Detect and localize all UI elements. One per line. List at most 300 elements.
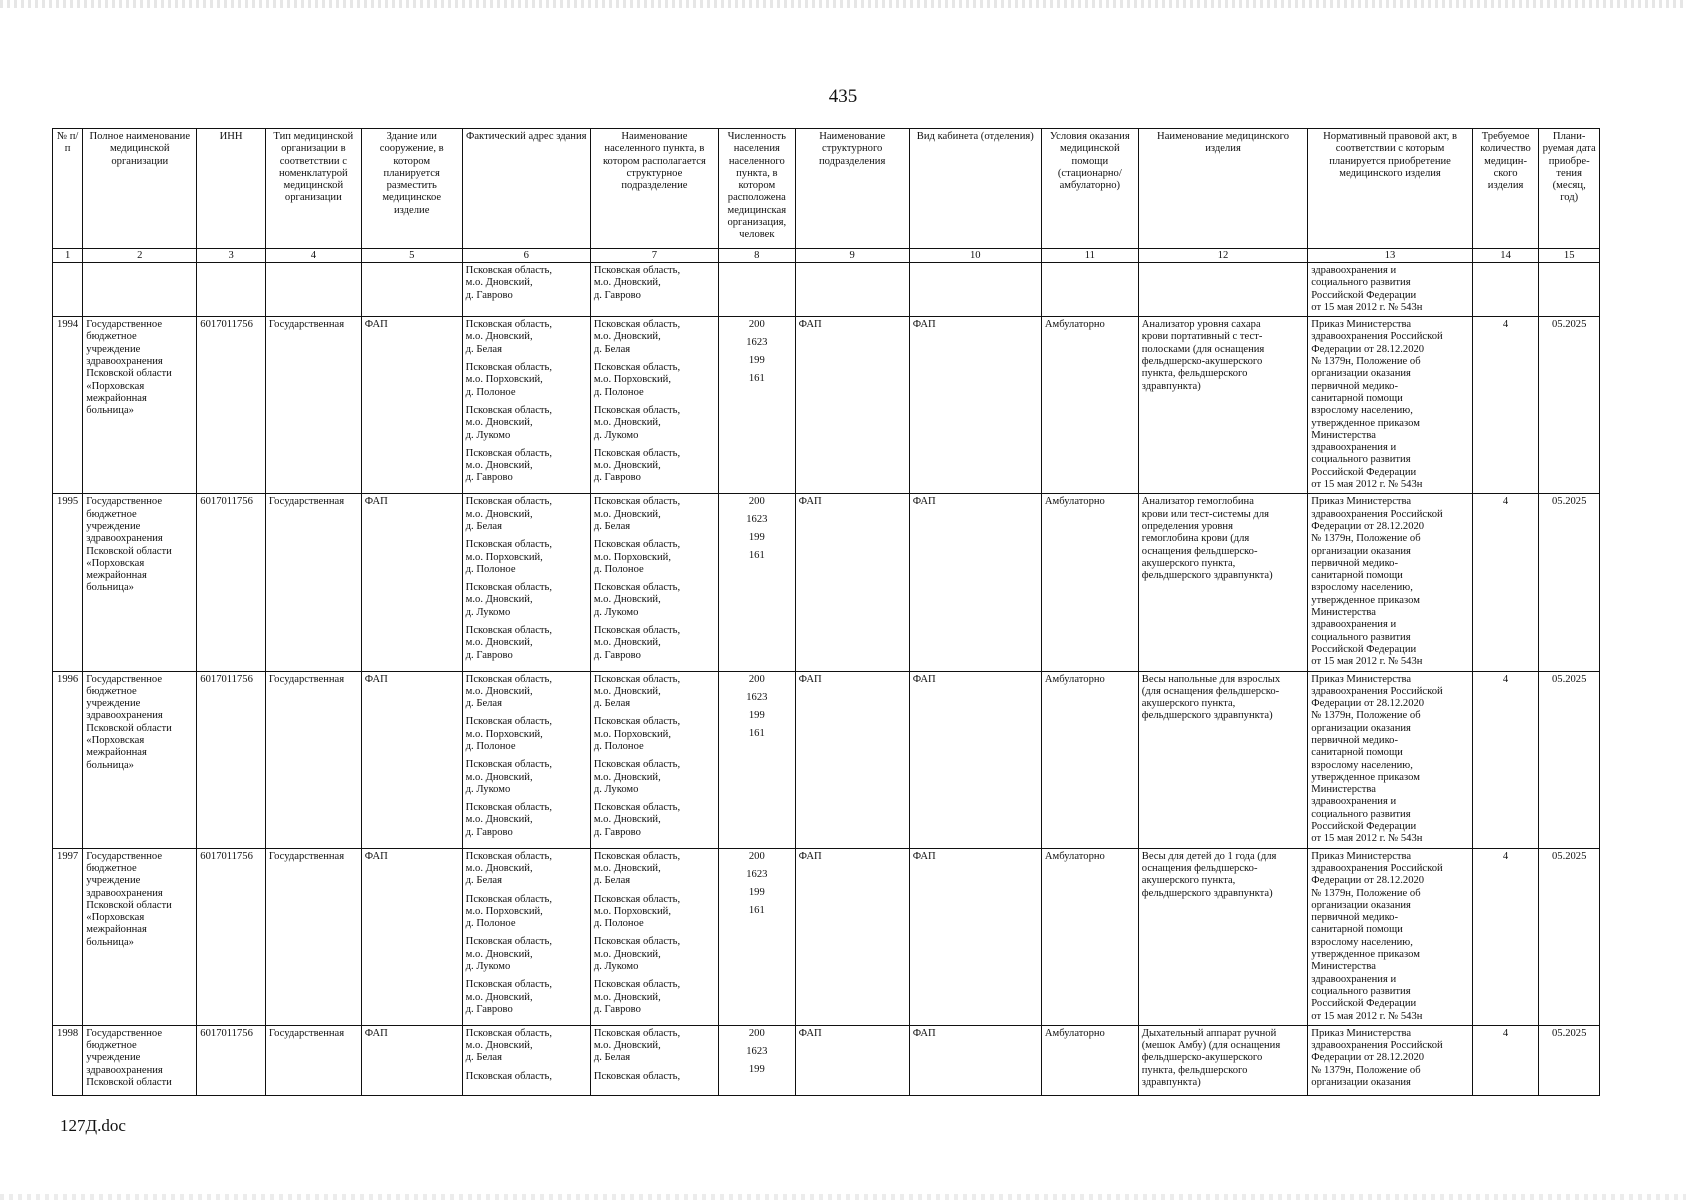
text-line: д. Белая	[593, 875, 631, 887]
text-line: здравоохранения	[86, 887, 163, 899]
cell-org-type: Государственная	[265, 671, 361, 848]
text-line: здравоохранения	[86, 1064, 163, 1076]
column-number-row	[53, 249, 1600, 263]
cell-empty	[795, 263, 909, 317]
table-row	[53, 494, 1600, 671]
text-line: д. Белая	[465, 520, 503, 532]
cell-empty	[909, 263, 1041, 317]
cell-date: 05.2025	[1539, 671, 1600, 848]
text-line: учреждение	[86, 343, 141, 355]
text-line: Псковская область,	[593, 673, 681, 685]
text-line: утвержденное приказом	[1311, 771, 1420, 783]
cell-settlement	[590, 848, 718, 1025]
text-line: д. Белая	[593, 698, 631, 710]
population-value: 200	[748, 673, 765, 685]
column-header-5: Здание или сооружение, в котором планируется разместить медицинское изделие	[361, 129, 462, 249]
text-line: первичной медико-	[1311, 380, 1399, 392]
address-block	[466, 539, 587, 576]
cell-population	[718, 848, 795, 1025]
text-line: Псковская область,	[593, 979, 681, 991]
cell-department: ФАП	[795, 317, 909, 494]
text-line: Российской Федерации	[1311, 821, 1417, 833]
text-line: д. Лукомо	[593, 429, 639, 441]
column-number: 12	[1138, 249, 1308, 263]
cell-empty	[197, 263, 266, 317]
address-block	[466, 979, 587, 1016]
text-line: м.о. Дновский,	[465, 685, 533, 697]
cell-device	[1138, 671, 1308, 848]
cell-conditions: Амбулаторно	[1041, 317, 1138, 494]
text-line: м.о. Дновский,	[465, 637, 533, 649]
text-line: Приказ Министерства	[1311, 673, 1412, 685]
text-line: Российской Федерации	[1311, 289, 1417, 301]
text-line: Анализатор гемоглобина	[1141, 496, 1254, 508]
text-line: акушерского пункта,	[1141, 698, 1236, 710]
address-block: Псковская область,	[465, 1070, 553, 1082]
cell-normative	[1308, 317, 1472, 494]
text-line: м.о. Дновский,	[465, 331, 533, 343]
cell-org-type: Государственная	[265, 1025, 361, 1095]
text-line: Приказ Министерства	[1311, 850, 1412, 862]
text-line: полосками (для оснащения	[1141, 343, 1265, 355]
cell-settlement	[590, 1025, 718, 1095]
text-line: м.о. Дновский,	[593, 417, 661, 429]
text-line: (для оснащения фельдшерско-	[1141, 685, 1280, 697]
text-line: д. Гаврово	[593, 289, 641, 301]
text-line: социального развития	[1311, 277, 1411, 289]
text-line: Министерства	[1311, 429, 1376, 441]
column-header-10: Вид кабинета (отделения)	[909, 129, 1041, 249]
cell-settlement	[590, 671, 718, 848]
text-line: Псковская область,	[465, 893, 553, 905]
column-number: 15	[1539, 249, 1600, 263]
text-line: м.о. Дновский,	[593, 771, 661, 783]
text-line: Федерации от 28.12.2020	[1311, 520, 1425, 532]
text-line: Псковская область,	[465, 496, 553, 508]
text-line: д. Лукомо	[465, 783, 511, 795]
text-line: Министерства	[1311, 607, 1376, 619]
column-number: 13	[1308, 249, 1472, 263]
text-line: бюджетное	[86, 331, 137, 343]
text-line: межрайонная	[86, 570, 147, 582]
text-line: Государственное	[86, 850, 163, 862]
text-line: от 15 мая 2012 г. № 543н	[1311, 479, 1423, 491]
cell-inn: 6017011756	[197, 494, 266, 671]
cell-building: ФАП	[361, 317, 462, 494]
address-block	[466, 362, 587, 399]
column-number: 3	[197, 249, 266, 263]
column-number: 11	[1041, 249, 1138, 263]
address-block	[466, 405, 587, 442]
text-line: Псковская область,	[465, 936, 553, 948]
column-header-12: Наименование медицинского изделия	[1138, 129, 1308, 249]
cell-empty	[361, 263, 462, 317]
text-line: Государственное	[86, 1027, 163, 1039]
text-line: д. Гаврово	[593, 826, 641, 838]
text-line: утвержденное приказом	[1311, 949, 1420, 961]
cell-settlement	[590, 263, 718, 317]
text-line: Псковская область,	[465, 582, 553, 594]
text-line: санитарной помощи	[1311, 747, 1403, 759]
cell-population	[718, 1025, 795, 1095]
text-line: «Порховская	[86, 912, 145, 924]
text-line: Псковская область,	[593, 404, 681, 416]
text-line: организации оказания	[1311, 899, 1411, 911]
text-line: здравоохранения и	[1311, 442, 1397, 454]
column-header-2: Полное наименование медицинской организации	[83, 129, 197, 249]
population-value: 200	[748, 1027, 765, 1039]
text-line: Федерации от 28.12.2020	[1311, 343, 1425, 355]
text-line: Псковская область,	[465, 673, 553, 685]
text-line: фельдшерского здравпункта)	[1141, 570, 1273, 582]
text-line: № 1379н, Положение об	[1311, 356, 1421, 368]
text-line: Псковская область,	[465, 362, 553, 374]
address-block	[594, 802, 715, 839]
text-line: от 15 мая 2012 г. № 543н	[1311, 301, 1423, 313]
text-line: Псковская область,	[593, 850, 681, 862]
text-line: Псковской области	[86, 722, 172, 734]
text-line: Псковской области	[86, 545, 172, 557]
text-line: здравоохранения Российской	[1311, 331, 1443, 343]
text-line: санитарной помощи	[1311, 392, 1403, 404]
text-line: Государственное	[86, 673, 163, 685]
column-header-4: Тип медицинской организации в соответствии с номенклатурой медицинской организации	[265, 129, 361, 249]
text-line: здравпункта)	[1141, 380, 1201, 392]
cell-settlement	[590, 317, 718, 494]
cell-conditions: Амбулаторно	[1041, 848, 1138, 1025]
text-line: № 1379н, Положение об	[1311, 1064, 1421, 1076]
text-line: Псковская область,	[593, 716, 681, 728]
scan-edge-bottom	[0, 1194, 1686, 1200]
text-line: д. Гаврово	[593, 1003, 641, 1015]
cell-population	[718, 494, 795, 671]
address-block	[594, 625, 715, 662]
cell-device	[1138, 494, 1308, 671]
text-line: м.о. Дновский,	[465, 460, 533, 472]
cell-conditions: Амбулаторно	[1041, 671, 1138, 848]
text-line: Псковская область,	[465, 319, 553, 331]
text-line: организации оказания	[1311, 722, 1411, 734]
text-line: м.о. Дновский,	[465, 771, 533, 783]
text-line: № 1379н, Положение об	[1311, 887, 1421, 899]
cell-empty	[265, 263, 361, 317]
cell-conditions: Амбулаторно	[1041, 1025, 1138, 1095]
text-line: здравоохранения Российской	[1311, 508, 1443, 520]
table-row-continued	[53, 263, 1600, 317]
address-block	[466, 716, 587, 753]
text-line: м.о. Дновский,	[593, 814, 661, 826]
text-line: д. Полоное	[593, 386, 644, 398]
text-line: д. Белая	[465, 698, 503, 710]
cell-address	[462, 671, 590, 848]
cell-date: 05.2025	[1539, 317, 1600, 494]
text-line: фельдшерско-акушерского	[1141, 1052, 1263, 1064]
text-line: м.о. Дновский,	[593, 460, 661, 472]
text-line: «Порховская	[86, 734, 145, 746]
text-line: д. Гаврово	[593, 649, 641, 661]
cell-inn: 6017011756	[197, 848, 266, 1025]
text-line: крови портативный с тест-	[1141, 331, 1263, 343]
text-line: взрослому населению,	[1311, 759, 1413, 771]
footer-filename: 127Д.doc	[60, 1116, 126, 1135]
address-block	[466, 894, 587, 931]
cell-org-name	[83, 494, 197, 671]
table-row-cut	[53, 1025, 1600, 1095]
text-line: Псковская область,	[593, 625, 681, 637]
column-number: 2	[83, 249, 197, 263]
text-line: фельдшерско-акушерского	[1141, 356, 1263, 368]
text-line: от 15 мая 2012 г. № 543н	[1311, 656, 1423, 668]
text-line: д. Лукомо	[465, 961, 511, 973]
text-line: м.о. Порховский,	[593, 374, 671, 386]
text-line: здравоохранения Российской	[1311, 685, 1443, 697]
text-line: бюджетное	[86, 685, 137, 697]
text-line: бюджетное	[86, 862, 137, 874]
text-line: Псковская область,	[593, 893, 681, 905]
text-line: определения уровня	[1141, 520, 1233, 532]
text-line: первичной медико-	[1311, 557, 1399, 569]
text-line: Анализатор уровня сахара	[1141, 319, 1261, 331]
text-line: Псковская область,	[465, 716, 553, 728]
cell-address	[462, 1025, 590, 1095]
text-line: Псковской области	[86, 899, 172, 911]
text-line: д. Лукомо	[465, 429, 511, 441]
text-line: пункта, фельдшерского	[1141, 1064, 1248, 1076]
cell-inn: 6017011756	[197, 671, 266, 848]
table-body	[53, 263, 1600, 1096]
cell-normative	[1308, 848, 1472, 1025]
text-line: здравоохранения и	[1311, 796, 1397, 808]
text-line: м.о. Дновский,	[465, 1040, 533, 1052]
text-line: д. Белая	[593, 343, 631, 355]
text-line: д. Полоное	[593, 918, 644, 930]
address-block	[594, 674, 715, 711]
text-line: м.о. Дновский,	[465, 948, 533, 960]
text-line: акушерского пункта,	[1141, 875, 1236, 887]
address-block	[466, 625, 587, 662]
text-line: м.о. Дновский,	[593, 637, 661, 649]
address-block	[594, 936, 715, 973]
text-line: д. Лукомо	[593, 961, 639, 973]
text-line: Псковская область,	[465, 404, 553, 416]
text-line: д. Лукомо	[465, 606, 511, 618]
address-block: Псковская область,	[593, 1070, 681, 1082]
text-line: от 15 мая 2012 г. № 543н	[1311, 1010, 1423, 1022]
text-line: № 1379н, Положение об	[1311, 533, 1421, 545]
text-line: Псковская область,	[465, 265, 553, 276]
cell-address	[462, 317, 590, 494]
population-value: 161	[748, 727, 765, 739]
text-line: здравоохранения Российской	[1311, 1040, 1443, 1052]
population-value: 200	[748, 850, 765, 862]
address-block	[466, 674, 587, 711]
cell-empty	[1472, 263, 1539, 317]
address-block	[466, 851, 587, 888]
column-number: 5	[361, 249, 462, 263]
text-line: организации оказания	[1311, 368, 1411, 380]
text-line: организации оказания	[1311, 545, 1411, 557]
text-line: больница»	[86, 759, 134, 771]
text-line: учреждение	[86, 875, 141, 887]
text-line: Псковской области	[86, 368, 172, 380]
text-line: м.о. Дновский,	[465, 594, 533, 606]
text-line: Псковская область,	[465, 539, 553, 551]
address-block	[466, 319, 587, 356]
table-row	[53, 848, 1600, 1025]
cell-quantity: 4	[1472, 671, 1539, 848]
cell-date: 05.2025	[1539, 1025, 1600, 1095]
text-line: Российской Федерации	[1311, 998, 1417, 1010]
text-line: Псковская область,	[593, 539, 681, 551]
text-line: здравоохранения и	[1311, 619, 1397, 631]
population-value: 199	[748, 532, 765, 544]
population-value: 1623	[746, 337, 768, 349]
text-line: Российской Федерации	[1311, 643, 1417, 655]
text-line: д. Полоное	[465, 386, 516, 398]
text-line: Федерации от 28.12.2020	[1311, 1052, 1425, 1064]
text-line: здравоохранения	[86, 533, 163, 545]
text-line: Псковская область,	[465, 850, 553, 862]
address-block	[594, 496, 715, 533]
text-line: «Порховская	[86, 380, 145, 392]
column-header-14: Требуемое количество медицин- ского изделия	[1472, 129, 1539, 249]
text-line: м.о. Порховский,	[465, 905, 543, 917]
text-line: учреждение	[86, 698, 141, 710]
text-line: м.о. Дновский,	[465, 277, 533, 289]
text-line: гемоглобина крови (для	[1141, 533, 1250, 545]
cell-cabinet: ФАП	[909, 494, 1041, 671]
text-line: межрайонная	[86, 924, 147, 936]
text-line: утвержденное приказом	[1311, 594, 1420, 606]
text-line: м.о. Дновский,	[593, 948, 661, 960]
cell-population	[718, 671, 795, 848]
table-row	[53, 671, 1600, 848]
text-line: пункта, фельдшерского	[1141, 368, 1248, 380]
column-header-7: Наименование населенного пункта, в котором располагается структурное подразделение	[590, 129, 718, 249]
address-block	[594, 851, 715, 888]
cell-settlement	[590, 494, 718, 671]
address-block	[594, 894, 715, 931]
address-block	[466, 802, 587, 839]
equipment-table	[52, 128, 1600, 1096]
cell-org-name	[83, 1025, 197, 1095]
population-value: 199	[748, 355, 765, 367]
text-line: д. Гаврово	[465, 649, 513, 661]
text-line: д. Белая	[593, 520, 631, 532]
text-line: взрослому населению,	[1311, 582, 1413, 594]
address-block	[466, 496, 587, 533]
cell-cabinet: ФАП	[909, 848, 1041, 1025]
text-line: Приказ Министерства	[1311, 496, 1412, 508]
text-line: д. Белая	[465, 343, 503, 355]
address-block	[594, 979, 715, 1016]
population-value: 200	[748, 496, 765, 508]
column-number: 14	[1472, 249, 1539, 263]
text-line: санитарной помощи	[1311, 924, 1403, 936]
text-line: д. Полоное	[593, 563, 644, 575]
text-line: межрайонная	[86, 747, 147, 759]
text-line: м.о. Порховский,	[593, 728, 671, 740]
text-line: м.о. Порховский,	[465, 374, 543, 386]
text-line: м.о. Порховский,	[465, 728, 543, 740]
column-header-6: Фактический адрес здания	[462, 129, 590, 249]
text-line: социального развития	[1311, 808, 1411, 820]
text-line: м.о. Дновский,	[465, 991, 533, 1003]
cell-quantity: 4	[1472, 494, 1539, 671]
address-block	[594, 1028, 715, 1065]
cell-cabinet: ФАП	[909, 317, 1041, 494]
text-line: д. Полоное	[593, 740, 644, 752]
address-block	[594, 319, 715, 356]
text-line: Псковская область,	[593, 759, 681, 771]
address-block	[594, 582, 715, 619]
text-line: здравоохранения и	[1311, 265, 1397, 276]
text-line: санитарной помощи	[1311, 570, 1403, 582]
text-line: акушерского пункта,	[1141, 557, 1236, 569]
text-line: Государственное	[86, 319, 163, 331]
column-number: 6	[462, 249, 590, 263]
population-value: 1623	[746, 1045, 768, 1057]
cell-org-type: Государственная	[265, 317, 361, 494]
cell-inn: 6017011756	[197, 1025, 266, 1095]
population-value: 161	[748, 904, 765, 916]
cell-normative	[1308, 671, 1472, 848]
population-value: 199	[748, 709, 765, 721]
text-line: д. Полоное	[465, 918, 516, 930]
cell-org-name	[83, 317, 197, 494]
text-line: Псковская область,	[593, 447, 681, 459]
population-value: 199	[748, 1063, 765, 1075]
column-number: 10	[909, 249, 1041, 263]
text-line: оснащения фельдшерско-	[1141, 862, 1258, 874]
text-line: Псковская область,	[593, 319, 681, 331]
text-line: здравпункта)	[1141, 1077, 1201, 1088]
text-line: Псковская область,	[593, 936, 681, 948]
cell-address	[462, 848, 590, 1025]
cell-org-name	[83, 848, 197, 1025]
text-line: м.о. Дновский,	[465, 814, 533, 826]
cell-normative	[1308, 263, 1472, 317]
text-line: учреждение	[86, 1052, 141, 1064]
text-line: Весы напольные для взрослых	[1141, 673, 1281, 685]
column-header-13: Нормативный правовой акт, в соответствии с которым планируется приобретение медицинского изделия	[1308, 129, 1472, 249]
text-line: Псковская область,	[593, 802, 681, 814]
text-line: д. Лукомо	[593, 606, 639, 618]
population-value: 200	[748, 319, 765, 331]
address-block	[594, 759, 715, 796]
text-line: «Порховская	[86, 557, 145, 569]
cell-quantity: 4	[1472, 317, 1539, 494]
text-line: д. Белая	[465, 875, 503, 887]
column-header-8: Численность населения населенного пункта, в котором расположена медицинская организация, человек	[718, 129, 795, 249]
address-block	[594, 405, 715, 442]
text-line: № 1379н, Положение об	[1311, 710, 1421, 722]
cell-normative	[1308, 494, 1472, 671]
cell-department: ФАП	[795, 1025, 909, 1095]
text-line: Приказ Министерства	[1311, 1027, 1412, 1039]
population-value: 161	[748, 550, 765, 562]
address-block	[466, 1028, 587, 1065]
cell-empty	[718, 263, 795, 317]
cell-cabinet: ФАП	[909, 671, 1041, 848]
cell-building: ФАП	[361, 671, 462, 848]
cell-conditions: Амбулаторно	[1041, 494, 1138, 671]
text-line: учреждение	[86, 520, 141, 532]
column-number: 9	[795, 249, 909, 263]
text-line: крови или тест-системы для	[1141, 508, 1269, 520]
text-line: Псковская область,	[593, 1027, 681, 1039]
text-line: м.о. Дновский,	[465, 508, 533, 520]
